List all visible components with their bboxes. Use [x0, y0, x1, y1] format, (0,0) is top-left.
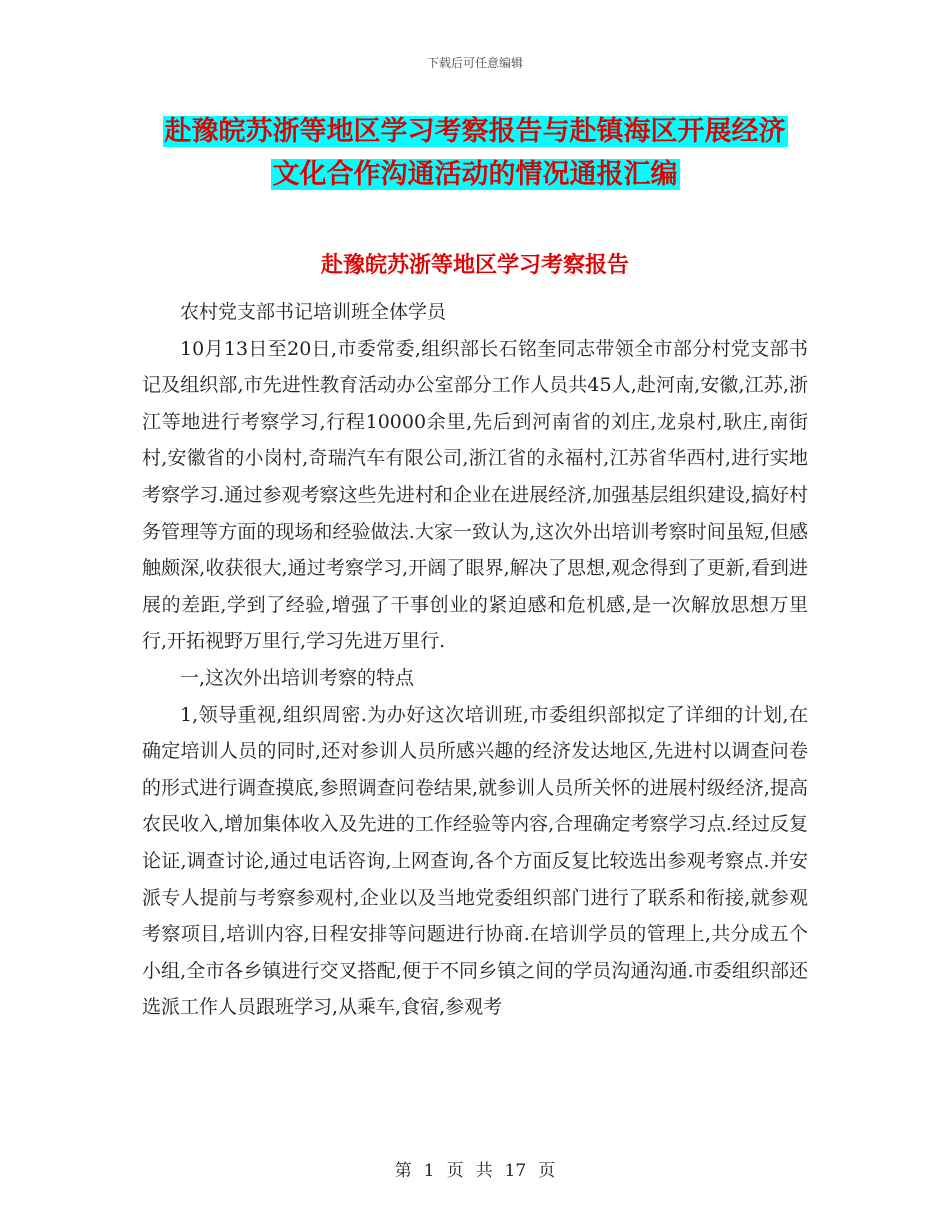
- paragraph-intro: 10月13日至20日,市委常委,组织部长石铭奎同志带领全市部分村党支部书记及组织部,市先进性教育活动办公室部分工作人员共45人,赴河南,安徽,江苏,浙江等地进行考察学习,行程10000余里,先后到河南省的刘庄,龙泉村,耿庄,南街村,安徽省的小岗村,奇瑞汽车有限公司,浙江省的永福村,江苏省华西村,进行实地考察学习.通过参观考察这些先进村和企业在进展经济,加强基层组织建设,搞好村务管理等方面的现场和经验做法.大家一致认为,这次外出培训考察时间虽短,但感触颇深,收获很大,通过考察学习,开阔了眼界,解决了思想,观念得到了更新,看到进展的差距,学到了经验,增强了干事创业的紧迫感和危机感,是一次解放思想万里行,开拓视野万里行,学习先进万里行.: [142, 337, 808, 653]
- document-title-line-2: [0, 157, 950, 193]
- paragraph-point-1: 1,领导重视,组织周密.为办好这次培训班,市委组织部拟定了详细的计划,在确定培训人员的同时,还对参训人员所感兴趣的经济发达地区,先进村以调查问卷的形式进行调查摸底,参照调查问卷结果,就参训人员所关怀的进展村级经济,提高农民收入,增加集体收入及先进的工作经验等内容,合理确定考察学习点.经过反复论证,调查讨论,通过电话咨询,上网查询,各个方面反复比较选出参观考察点.并安派专人提前与考察参观村,企业以及当地党委组织部门进行了联系和衔接,就参观考察项目,培训内容,日程安排等问题进行协商.在培训学员的管理上,共分成五个小组,全市各乡镇进行交叉搭配,便于不同乡镇之间的学员沟通沟通.市委组织部还选派工作人员跟班学习,从乘车,食宿,参观考: [142, 703, 808, 1019]
- header-note: 下载后可任意编辑: [426, 56, 523, 70]
- document-body: [142, 294, 808, 1026]
- section-title: 赴豫皖苏浙等地区学习考察报告: [320, 253, 629, 278]
- paragraph-addressee: 农村党支部书记培训班全体学员: [180, 301, 447, 323]
- footer-gong: 共: [475, 1161, 493, 1181]
- footer-ye-2: 页: [538, 1161, 556, 1181]
- footer-ye: 页: [446, 1161, 464, 1181]
- footer-total-pages: 17: [504, 1161, 527, 1181]
- paragraph-heading: 一,这次外出培训考察的特点: [180, 666, 415, 689]
- title-highlight-1: 赴豫皖苏浙等地区学习考察报告与赴镇海区开展经济: [164, 116, 786, 147]
- footer-di: 第: [394, 1161, 412, 1181]
- title-highlight-2: 文化合作沟通活动的情况通报汇编: [272, 159, 678, 190]
- page-footer: [0, 1156, 950, 1181]
- footer-page-number: 1: [423, 1161, 435, 1181]
- document-title-line-1: [0, 114, 950, 150]
